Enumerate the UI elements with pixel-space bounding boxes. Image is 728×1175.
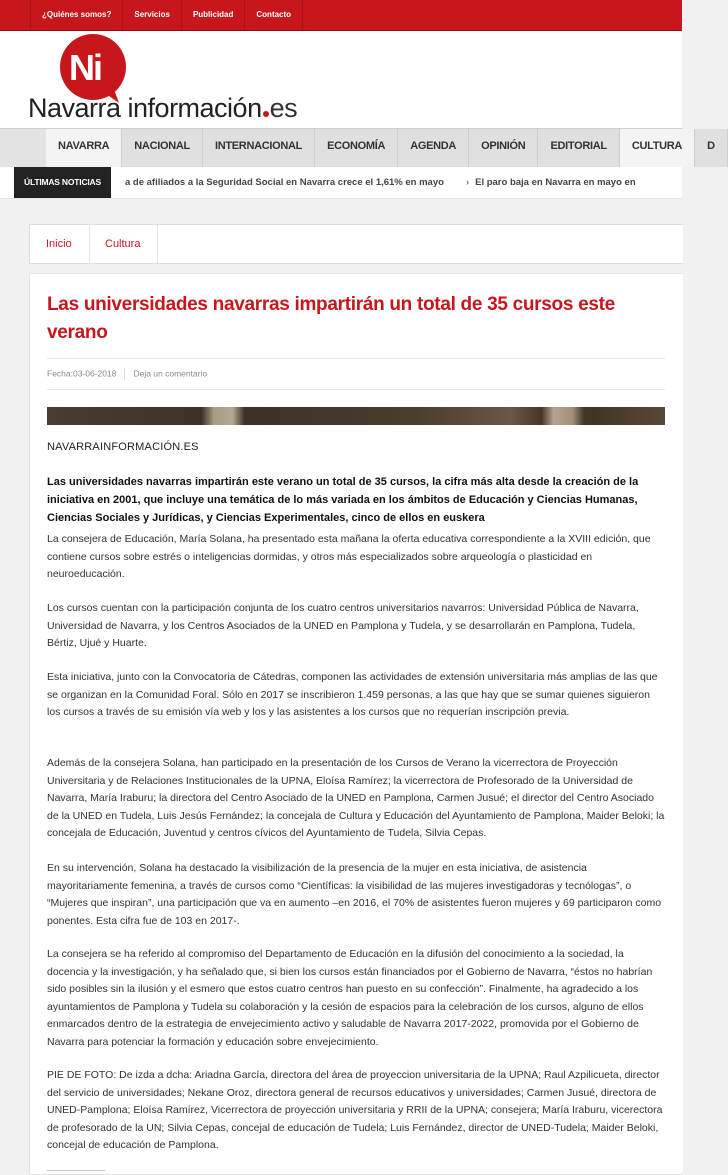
article-photo <box>47 407 665 425</box>
article-paragraph: En su intervención, Solana ha destacado la visibilización de la presencia de la mujer en esta iniciativa, de asistencia mayoritariamente femenina, a través de cursos como “Científicas: la visibilidad de las mujeres investigadoras y tecnólogas”, o “Mujeres que inspiran”, una participación que va en aumento –en 2016, el 70% de asistentes fueron mujeres y 69 participaron como ponentes. Esta cifra fue de 103 en 2017-. <box>47 862 662 927</box>
breadcrumb <box>29 224 683 264</box>
nav-cultura[interactable]: CULTURA <box>620 129 695 167</box>
logo-badge-icon <box>60 34 126 100</box>
nav-economia[interactable]: ECONOMÍA <box>315 129 398 167</box>
divider <box>47 1170 105 1175</box>
article-date: Fecha:03-06-2018 <box>47 368 117 379</box>
topnav-publicidad[interactable]: Publicidad <box>182 0 245 30</box>
article-lead: Las universidades navarras impartirán este verano un total de 35 cursos, la cifra más alta desde la creación de la iniciativa en 2001, que incluye una temática de lo más variada en los ámbitos de Educación y Ciencias Humanas, Ciencias Sociales y Jurídicas, y Ciencias Experimentales, cinco de ellos en euskera <box>47 476 639 524</box>
ticker-items <box>125 167 682 198</box>
nav-nacional[interactable]: NACIONAL <box>122 129 203 167</box>
news-ticker <box>0 167 682 199</box>
article-paragraph: Los cursos cuentan con la participación conjunta de los cuatro centros universitarios navarros: Universidad Pública de Navarra, Universidad de Navarra, y los Centros Asociados de la UNED en Pamplona y Tudela, y se desarrollarán en Pamplona, Tudela, Bértiz, Ujué y Huarte. <box>47 602 639 649</box>
breadcrumb-divider <box>157 225 158 263</box>
article-meta <box>47 368 207 380</box>
article-title: Las universidades navarras impartirán un total de 35 cursos este verano <box>47 294 615 343</box>
article-paragraph: La consejera de Educación, María Solana, ha presentado esta mañana la oferta educativa correspondiente a la XVIII edición, que contiene cursos sobre estrés o inteligencias dormidas, y otros más especializados sobre arqueología o plasticidad en neuroeducación. <box>47 533 651 580</box>
comment-link[interactable]: Deja un comentario <box>133 368 208 379</box>
nav-internacional[interactable]: INTERNACIONAL <box>203 129 315 167</box>
breadcrumb-cultura[interactable]: Cultura <box>105 238 141 250</box>
article-paragraph: La consejera se ha referido al compromiso del Departamento de Educación en la difusión del conocimiento a la sociedad, la docencia y la investigación, y ha señalado que, si bien los cursos están financiados por el Gobierno de Navarra, “éstos no habrían sido posibles sin la ilusión y el esmero que estos cuatro centros han puesto en su confección”. Finalmente, ha agradecido a los ayuntamientos de Pamplona y Tudela su colaboración y la cesión de espacios para la celebración de los cursos, alguno de ellos enmarcados dentro de la estrategia de envejecimiento activo y saludable de Navarra 2017-2022, promovida por el Gobierno de Navarra para potenciar la formación y educación sobre envejecimiento. <box>47 948 653 1048</box>
main-nav <box>0 128 715 168</box>
nav-agenda[interactable]: AGENDA <box>398 129 469 167</box>
ticker-item[interactable]: El paro baja en Navarra en mayo en <box>475 177 636 188</box>
article-source: NAVARRAINFORMACIÓN.ES <box>47 441 199 453</box>
logo-dot <box>263 111 269 117</box>
divider <box>47 358 665 359</box>
ticker-item[interactable]: a de afiliados a la Seguridad Social en Navarra crece el 1,61% en mayo <box>125 177 444 188</box>
top-bar <box>0 0 682 31</box>
article <box>29 273 683 1175</box>
divider <box>47 389 665 390</box>
nav-more[interactable]: D <box>695 129 728 167</box>
photo-caption: PIE DE FOTO: De izda a dcha: Ariadna García, directora del área de proyeccion universitaria de la UPNA; Raul Azpilicueta, director del servicio de universidades; Nekane Oroz, directora general de recursos educativos y universidades; Carmen Jusué, directora de UNED-Pamplona; Eloísa Ramírez, Vicerrectora de proyección universitaria y RRII de la UPNA; consejera; María Iraburu, vicerectora de profesorado de la UN; Silvia Cepas, concejal de educación de Tudela; Luis Fernández, director de UNED-Tudela; Maider Beloki, concejal de educación de Pamplona. <box>47 1069 663 1151</box>
nav-navarra[interactable]: NAVARRA <box>46 129 122 167</box>
logo-tld: es <box>269 93 298 123</box>
breadcrumb-inicio[interactable]: Inicio <box>46 238 72 250</box>
nav-opinion[interactable]: OPINIÓN <box>469 129 538 167</box>
topnav-servicios[interactable]: Servicios <box>123 0 182 30</box>
article-paragraph: Además de la consejera Solana, han participado en la presentación de los Cursos de Verano la vicerrectora de Proyección Universitaria y de Relaciones Institucionales de la UPNA, Eloísa Ramírez; la vicerrectora de Profesorado de la Universidad de Navarra, María Iraburu; la directora del Centro Asociado de la UNED en Pamplona, Carmen Jusué; el director del Centro Asociado de la UNED en Tudela, Luis Jesús Fernández; la concejala de Cultura y Educación del Ayuntamiento de Pamplona, Maider Beloki; la concejala de Educación, Juventud y centros cívicos del Ayuntamiento de Tudela, Silvia Cepas. <box>47 757 665 839</box>
top-nav <box>30 0 303 30</box>
site-header <box>0 31 682 128</box>
logo-name: Navarra información <box>28 93 262 123</box>
logo-wordmark <box>28 93 297 124</box>
logo-initials: Ni <box>69 47 101 88</box>
chevron-right-icon: › <box>465 177 470 188</box>
ticker-label: ÚLTIMAS NOTICIAS <box>14 167 111 198</box>
nav-editorial[interactable]: EDITORIAL <box>538 129 619 167</box>
topnav-contacto[interactable]: Contacto <box>245 0 303 30</box>
topnav-quienes-somos[interactable]: ¿Quiénes somos? <box>31 0 123 30</box>
breadcrumb-divider <box>89 225 90 263</box>
article-paragraph: Esta iniciativa, junto con la Convocatoria de Cátedras, componen las actividades de extensión universitaria más amplias de las que se organizan en la Comunidad Foral. Sólo en 2017 se inscribieron 1.459 personas, a las que hay que se sumar quienes siguieron los cursos a través de su emisión vía web y los y las asistentes a los cursos que no requerían inscripción previa. <box>47 671 658 718</box>
